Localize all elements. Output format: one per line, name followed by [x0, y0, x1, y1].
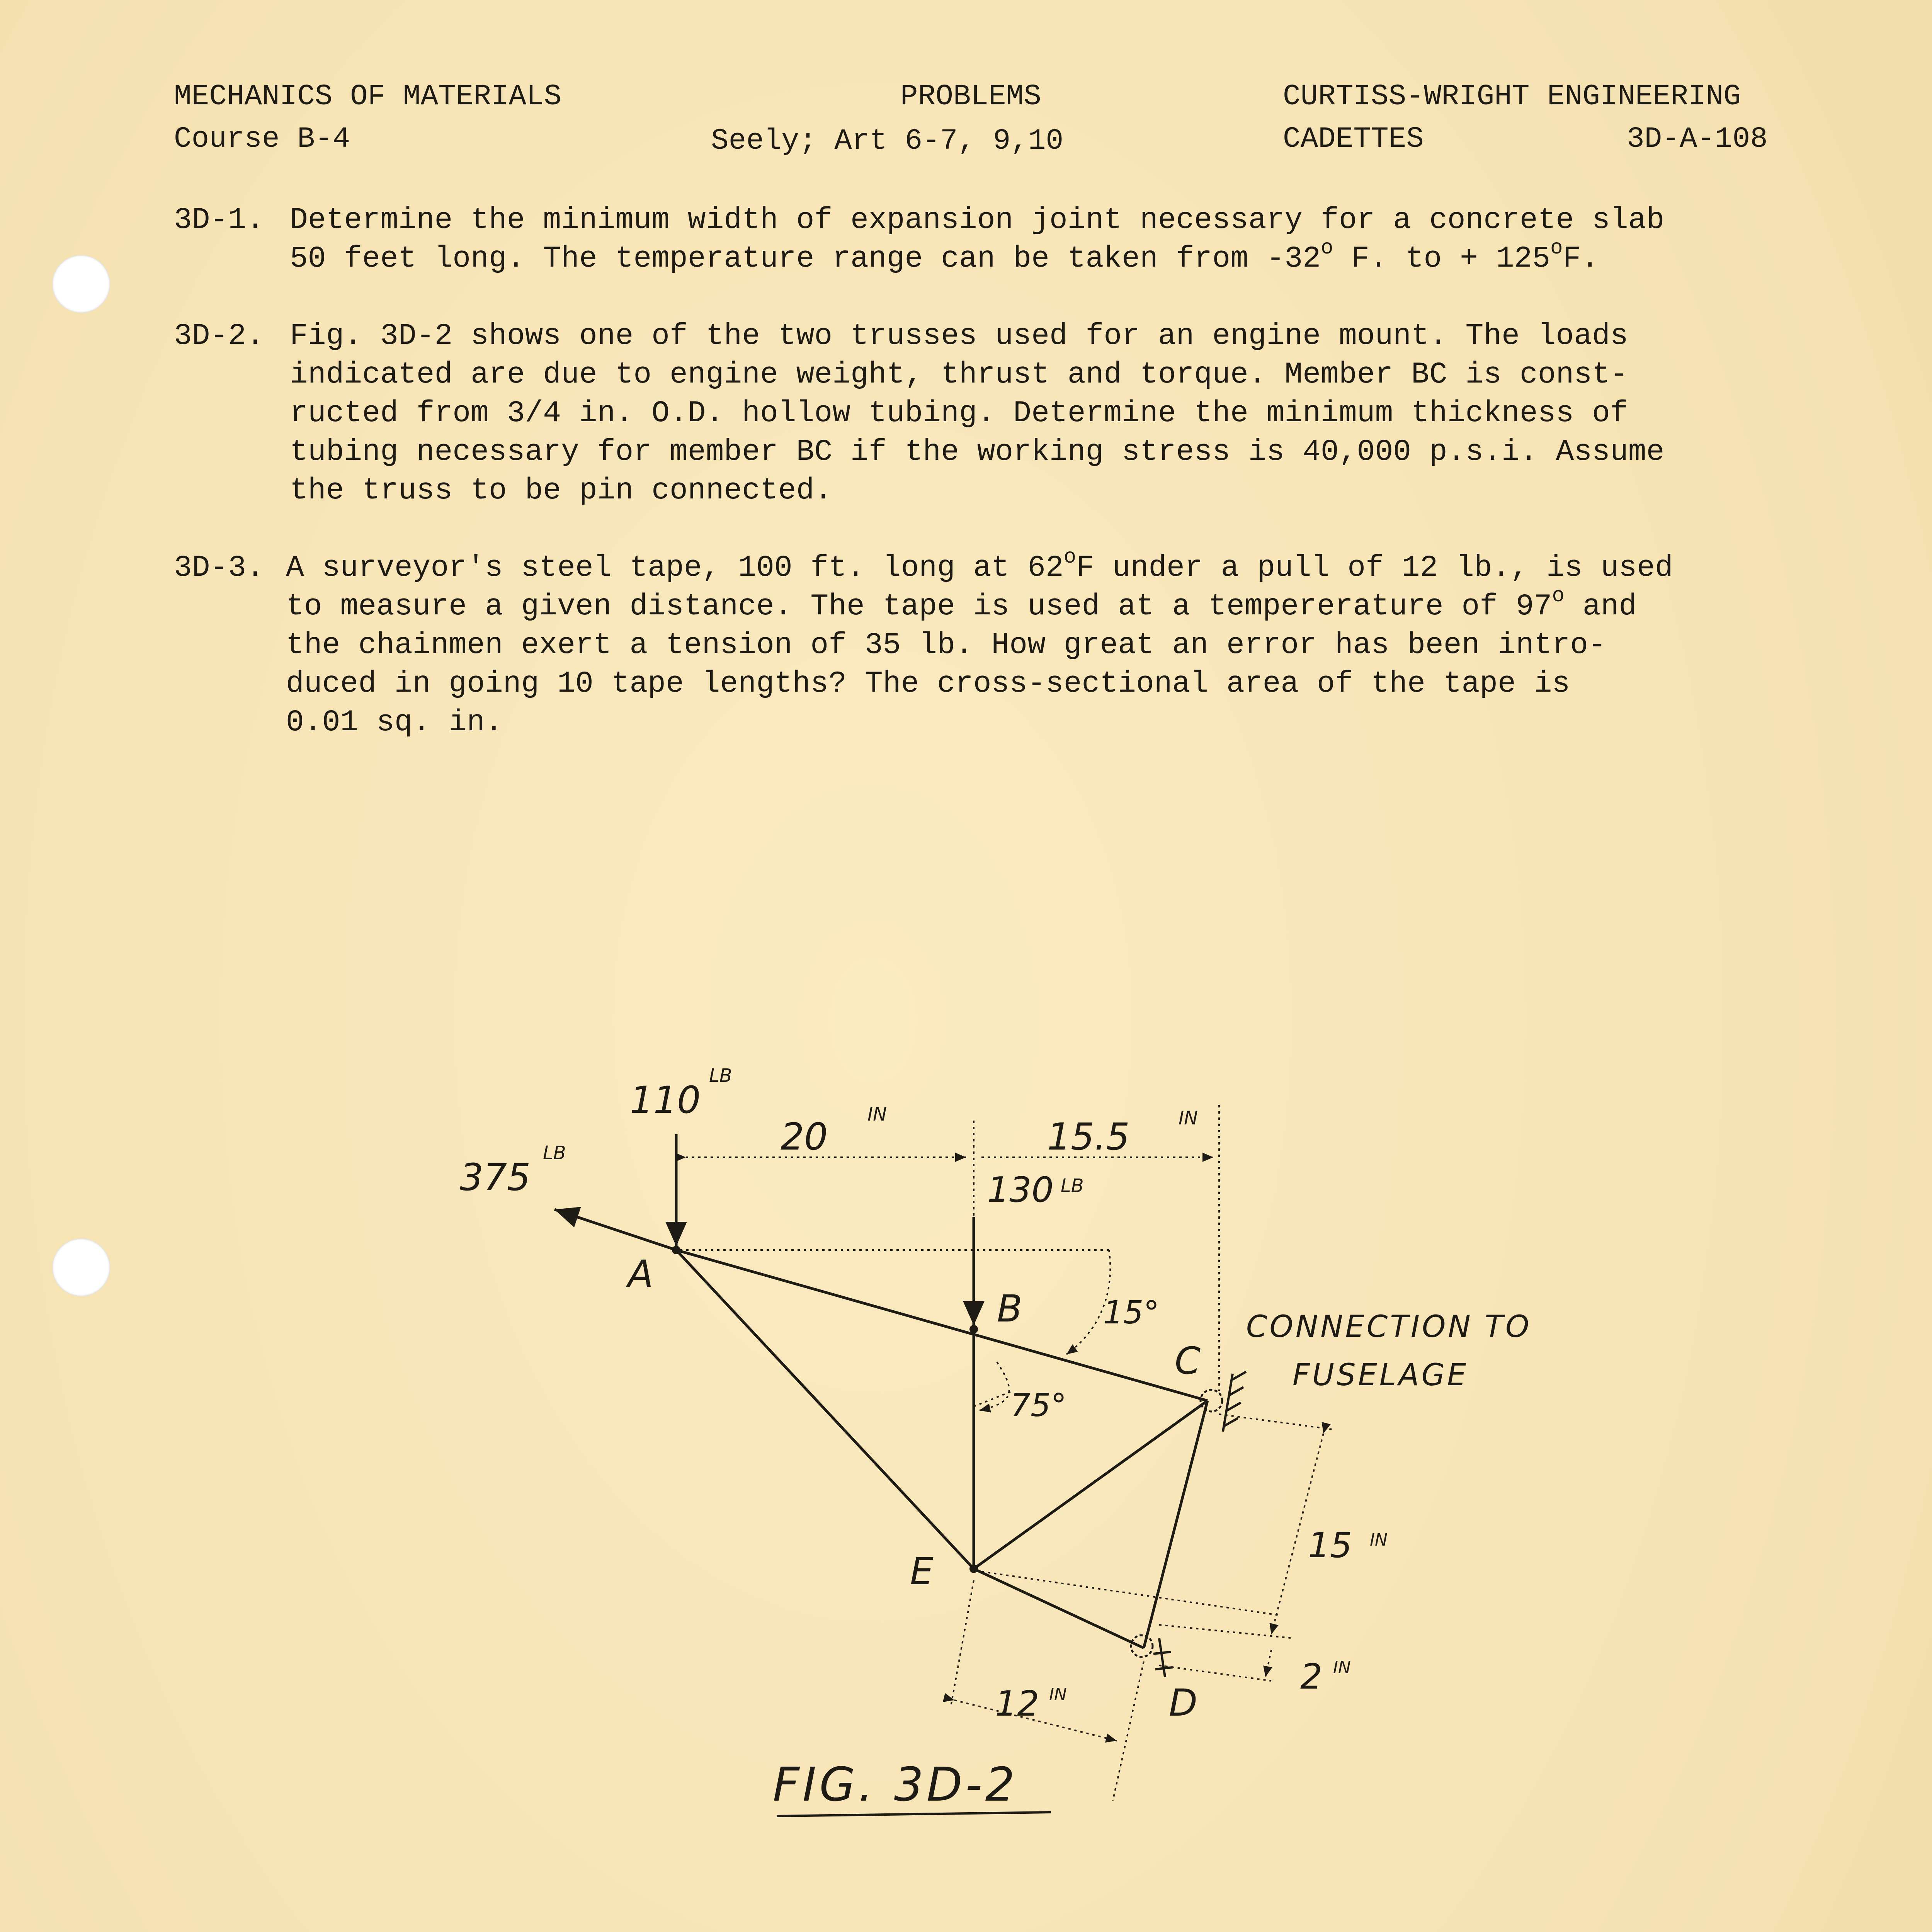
joint-b [969, 1325, 978, 1333]
problem-text-line: Determine the minimum width of expansion joint necessary for a concrete slab [290, 203, 1665, 237]
connection-note-line2: FUSELAGE [1293, 1358, 1469, 1393]
problem-number: 3D-1. [174, 203, 265, 237]
fuselage-support [1153, 1372, 1246, 1677]
load-unit: LB [543, 1142, 566, 1164]
institution-name: CURTISS-WRIGHT ENGINEERING [1283, 80, 1741, 113]
dim-unit: IN [1049, 1685, 1067, 1704]
figure-caption: FIG. 3D-2 [773, 1758, 1018, 1812]
problem-text-line: the truss to be pin connected. [290, 474, 833, 508]
load-110-value: 110 [630, 1078, 701, 1122]
problem-text-line: ructed from 3/4 in. O.D. hollow tubing. Determine the minimum thickness of [290, 396, 1628, 430]
dim-unit: IN [1333, 1658, 1351, 1677]
member-d-c [1144, 1401, 1208, 1648]
document-number: 3D-A-108 [1627, 122, 1768, 156]
angle-15-label: 15° [1103, 1294, 1160, 1331]
problem-text-line: tubing necessary for member BC if the working stress is 40,000 p.s.i. Assume [290, 435, 1665, 469]
joint-e [969, 1565, 978, 1573]
problem-text-line: the chainmen exert a tension of 35 lb. How great an error has been intro- [286, 628, 1606, 662]
problem-text-line: 0.01 sq. in. [286, 706, 503, 740]
course-title: MECHANICS OF MATERIALS [174, 80, 562, 113]
dim-unit: IN [1179, 1107, 1198, 1129]
label-c: C [1175, 1339, 1201, 1383]
problem-number: 3D-2. [174, 319, 265, 353]
reference-text: Seely; Art 6-7, 9,10 [711, 124, 1064, 158]
caption-underline [777, 1812, 1051, 1816]
load-arrows [554, 1134, 974, 1325]
program-name: CADETTES [1283, 122, 1424, 156]
problem-text-line: 50 feet long. The temperature range can be taken from -32$^o$ F. to + $125^oF$. [290, 236, 1599, 276]
label-d: D [1169, 1681, 1197, 1725]
dim-12-value: 12 [995, 1684, 1039, 1724]
problem-number: 3D-3. [174, 551, 265, 585]
angle-75-label: 75° [1010, 1387, 1067, 1424]
dim-15-value: 15 [1308, 1525, 1352, 1566]
course-code: Course B-4 [174, 122, 350, 156]
dim-2-value: 2 [1300, 1656, 1323, 1697]
member-a-e [676, 1250, 974, 1569]
problem-text-line: A surveyor's steel tape, 100 ft. long at 62$^o$F under a pull of 12 lb., is used [286, 546, 1673, 585]
load-375-arrow [554, 1209, 676, 1250]
load-375-value: 375 [460, 1156, 531, 1199]
dim-unit: IN [1370, 1530, 1388, 1550]
dim-15-5-value: 15.5 [1047, 1115, 1130, 1158]
connection-note-line1: CONNECTION TO [1246, 1310, 1532, 1344]
label-a: A [628, 1252, 653, 1296]
label-e: E [910, 1550, 934, 1593]
load-130-value: 130 [987, 1170, 1054, 1210]
load-unit: LB [1061, 1175, 1084, 1197]
problem-text-line: duced in going 10 tape lengths? The cross-sectional area of the tape is [286, 667, 1570, 701]
member-e-d [974, 1569, 1144, 1648]
problem-text-line: indicated are due to engine weight, thrust and torque. Member BC is const- [290, 358, 1628, 392]
section-title: PROBLEMS [900, 80, 1041, 113]
problem-text-line: to measure a given distance. The tape is used at a tempererature of 97$^o$ and [286, 584, 1637, 624]
load-unit: LB [709, 1065, 732, 1087]
member-e-c [974, 1401, 1208, 1569]
dim-20-value: 20 [781, 1115, 828, 1158]
label-b: B [997, 1287, 1022, 1330]
dim-unit: IN [867, 1104, 887, 1125]
problem-text-line: Fig. 3D-2 shows one of the two trusses used for an engine mount. The loads [290, 319, 1628, 353]
